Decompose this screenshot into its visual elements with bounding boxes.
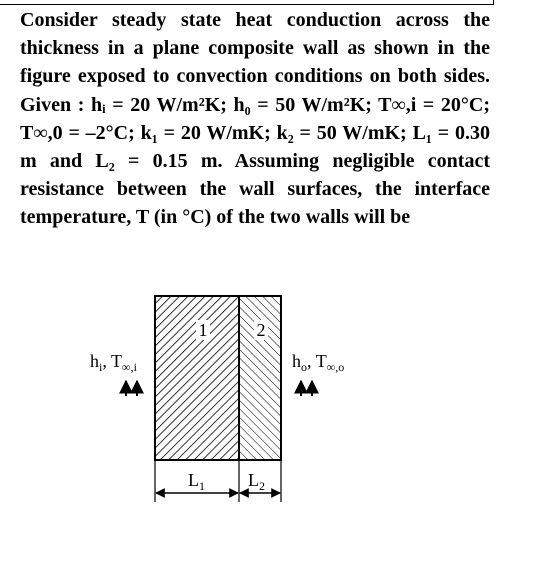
svg-text:hi, T∞,i: $h_i$, $T_{\infty,i}$	[90, 351, 137, 374]
svg-text:2: 2	[256, 320, 266, 340]
right-convection-arrows-icon	[301, 381, 312, 396]
left-convection-label	[90, 351, 138, 374]
question-text: Consider steady state heat conduction across the thickness in a plane composite wall as shown in the figure exposed to convection conditions on both sides. Given : hᵢ = 20 W/m²K; h₀ = 50 W/m²K; T∞,i = 20°C; T∞,0 = –2°C; k₁ = 20 W/mK; k₂ = 50 W/mK; L₁ = 0.30 m and L₂ = 0.15 m. Assuming negligible contact resistance between the wall surfaces, the interface temperature, T (in °C) of the two walls will be	[20, 9, 490, 229]
svg-text:L2: $L_2$	[248, 470, 265, 493]
svg-text:ho, T∞,o: $h_o$, $T_{\infty,o}$	[292, 351, 345, 374]
dimension-l1	[156, 470, 238, 493]
dimension-l2	[240, 470, 280, 493]
svg-text:L1: $L_1$	[188, 470, 205, 493]
svg-text:1: 1	[198, 320, 208, 340]
right-convection-label	[292, 351, 344, 374]
wall-2-label	[254, 320, 268, 340]
wall-1-label	[196, 320, 210, 340]
left-convection-arrows-icon	[126, 381, 137, 396]
